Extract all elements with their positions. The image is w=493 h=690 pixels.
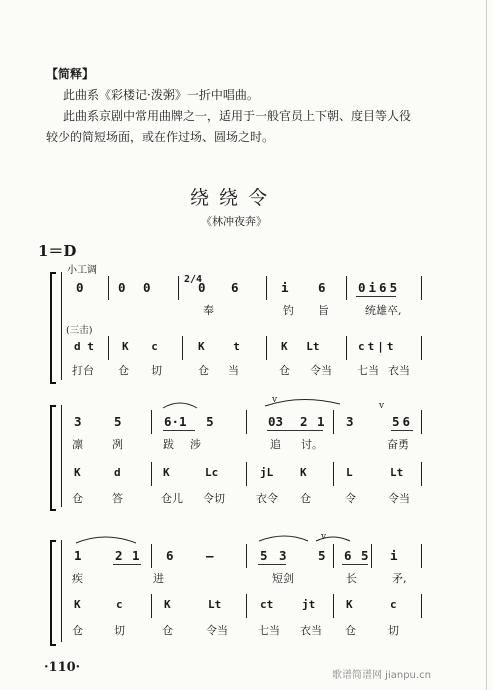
perc-symbol: Lc [205,466,219,479]
watermark: 歌谱简谱网 jianpu.cn [332,670,431,681]
perc-symbol: K [346,598,353,611]
perc-symbol: K c [122,340,158,353]
perc-symbol: c [116,598,123,611]
perc-symbol: ct|t [358,340,397,353]
svg-text:v: v [321,532,327,542]
barline [346,276,347,300]
perc-symbol: K [74,598,81,611]
perc-word: 仓 [300,492,311,505]
perc-word: 当 [228,364,239,377]
system-3-start-bar [61,540,62,642]
barline [182,336,183,360]
lyric: 跋 [163,438,174,451]
barline [151,410,152,434]
melody-note: 3 [74,414,82,429]
lyric: 长 [346,572,357,585]
melody-note: 3 [346,414,354,429]
perc-word: 切 [388,624,399,637]
barline [151,544,152,568]
lyric: 奋勇 [387,438,409,451]
perc-symbol: d t [74,340,94,353]
melody-note: 5 [114,414,122,429]
barline [108,276,109,300]
perc-word: 七当 [258,624,280,637]
melody-note: 5 [318,548,326,563]
melody-note: i [390,548,398,563]
lyric: 钓 [283,304,294,317]
barline [421,410,422,434]
perc-word: 令当 [206,624,228,637]
melody-note: 6 5 [344,548,369,563]
svg-text:v: v [272,395,278,405]
barline [266,276,267,300]
lyric: 进 [153,572,164,585]
barline [266,336,267,360]
beam-underline [163,430,195,431]
barline [346,336,347,360]
barline [246,462,247,486]
lyric: 奉 [203,304,214,317]
annotation-line-2: 此曲系京剧中常用曲牌之一，适用于一般官员上下朝、度目等人役 [63,109,412,123]
lyric: 统雄卒, [365,304,402,317]
barline [246,544,247,568]
annotation-line-1: 此曲系《彩楼记·泼粥》一折中唱曲。 [63,88,259,102]
beam-underline [258,564,286,565]
key-signature: 1＝D [38,242,77,260]
melody-note: 0i65 [358,280,401,295]
system-3-brace [50,540,56,646]
lyric: 矛, [392,572,407,585]
system-1-brace [50,272,56,384]
melody-note: 2 1 [300,414,325,429]
perc-word: 七当 [357,364,379,377]
melody-note: 1 [74,548,82,563]
perc-symbol: jL [260,466,274,479]
perc-symbol: K [74,466,81,479]
perc-word: 切 [114,624,125,637]
song-title: 绕 绕 令 [190,187,270,209]
perc-word: 衣当 [388,364,410,377]
barline [421,336,422,360]
perc-symbol: K Lt [281,340,320,353]
perc-symbol: d [114,466,121,479]
perc-word: 仓 [345,624,356,637]
tuning-label: 小工调 [67,265,97,276]
slur-marks [0,392,493,412]
perc-symbol: K t [198,340,240,353]
melody-note: i 6 [281,280,326,295]
perc-symbol: Lt [208,598,222,611]
page-number: ·110· [44,660,81,675]
annotation-heading: 【简释】 [46,67,95,81]
system-2-start-bar [61,405,62,507]
barline [178,276,179,300]
melody-note: 0 0 [118,280,151,295]
svg-text:v: v [379,401,385,411]
barline [108,336,109,360]
barline [333,462,334,486]
perc-symbol: K [163,466,170,479]
perc-symbol: ct [260,598,274,611]
barline [333,544,334,568]
perc-word: 切 [151,364,162,377]
melody-note: 6·1 5 [164,414,214,429]
perc-word: 令当 [310,364,332,377]
melody-note: 0 [76,280,84,295]
melody-note: 56 [392,414,414,429]
perc-word: 仓 [72,624,83,637]
barline [371,544,372,568]
perc-symbol: L [346,466,353,479]
lyric: 追 [270,438,281,451]
perc-word: 衣当 [300,624,322,637]
beam-underline [391,430,413,431]
perc-word: 仓 [118,364,129,377]
lyric: 冽 [112,438,123,451]
perc-word: 令当 [388,492,410,505]
perc-word: 令 [345,492,356,505]
lyric: 短剑 [272,572,294,585]
lyric: 旨 [318,304,329,317]
beam-underline [356,296,396,297]
perc-word: 答 [112,492,123,505]
lyric: 凛 [72,438,83,451]
beam-underline [267,430,323,431]
melody-note: 5 3 [260,548,287,563]
perc-symbol: c [390,598,397,611]
lyric: 讨。 [301,438,323,451]
beam-underline [342,564,368,565]
perc-word: 仓 [72,492,83,505]
melody-note: 6 [166,548,174,563]
perc-word: 仓 [279,364,290,377]
barline [246,594,247,618]
perc-word: 仓 [198,364,209,377]
melody-note: 03 [268,414,284,429]
perc-symbol: K [164,598,171,611]
perc-word: 打台 [72,364,94,377]
beam-underline [113,564,141,565]
song-subtitle: 《林冲夜奔》 [201,215,267,228]
barline [333,410,334,434]
barline [421,462,422,486]
perc-word: 衣令 [256,492,278,505]
barline [151,462,152,486]
system-1-start-bar [61,272,62,380]
barline [421,276,422,300]
percussion-label: (三击) [66,325,93,336]
barline [151,594,152,618]
barline [421,594,422,618]
melody-note: 2 1 [115,548,140,563]
page-edge-rule [486,0,487,690]
time-signature: 2/4 [184,274,203,285]
system-2-brace [50,405,56,511]
barline [333,594,334,618]
perc-symbol: K [300,466,307,479]
perc-word: 令切 [203,492,225,505]
barline [421,544,422,568]
barline [246,410,247,434]
perc-word: 仓 [162,624,173,637]
melody-note: 0 6 [198,280,239,295]
lyric: 涉 [190,438,201,451]
perc-symbol: Lt [390,466,404,479]
perc-symbol: jt [302,598,316,611]
perc-word: 仓儿 [161,492,183,505]
melody-note: – [206,548,214,563]
annotation-line-3: 较少的简短场面，或在作过场、圆场之时。 [46,130,275,144]
lyric: 疾 [72,572,83,585]
